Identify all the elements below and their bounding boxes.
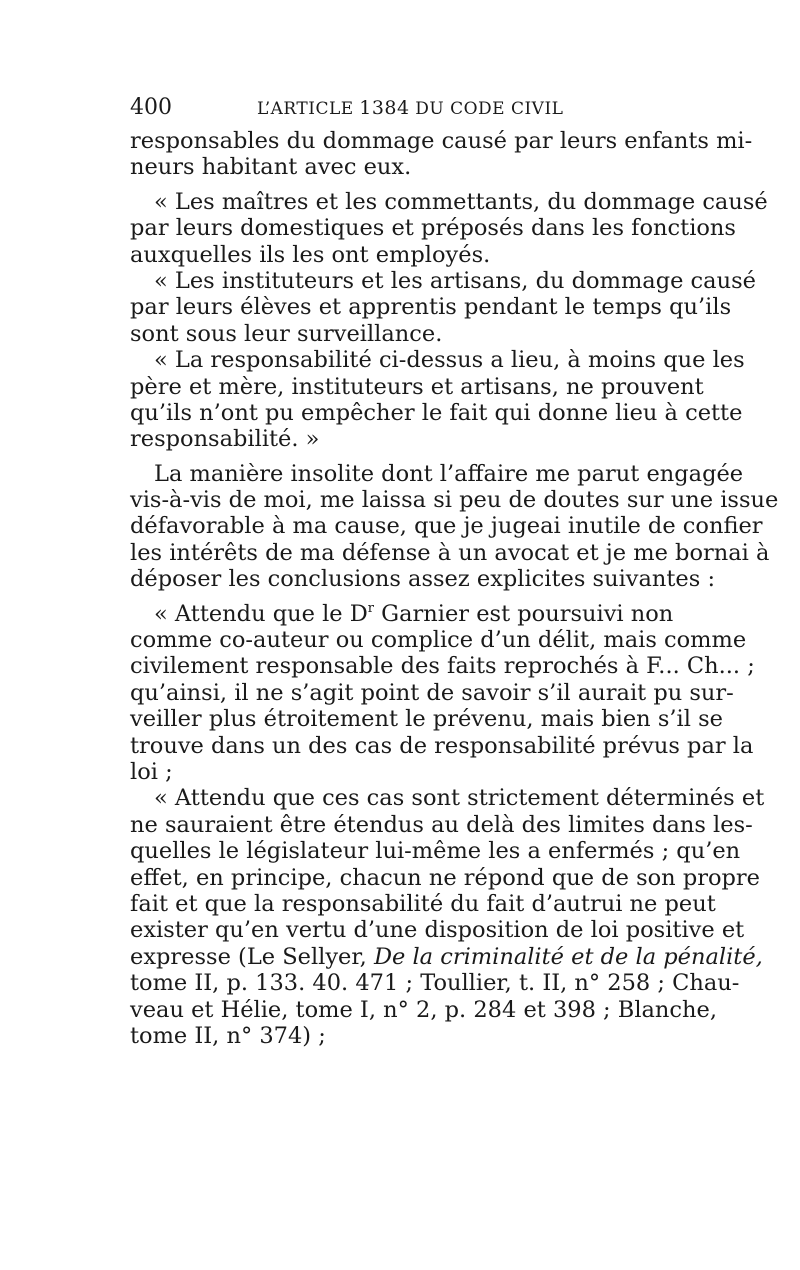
text-line: déposer les conclusions assez explicites suivantes :	[130, 566, 716, 593]
text-line: exister qu’en vertu d’une disposition de loi positive et	[130, 917, 745, 944]
italic-title: De la criminalité et de la pénalité,	[373, 943, 763, 970]
text-line: vis-à-vis de moi, me laissa si peu de doutes sur une issue	[130, 487, 779, 514]
text-line: auxquelles ils les ont employés.	[130, 241, 491, 268]
text-line: « La responsabilité ci-dessus a lieu, à moins que les	[154, 347, 745, 374]
text-line: par leurs élèves et apprentis pendant le temps qu’ils	[130, 294, 732, 321]
text-segment: « Attendu que le D	[154, 600, 368, 627]
text-line: par leurs domestiques et préposés dans les fonctions	[130, 215, 736, 242]
superscript: r	[367, 600, 374, 616]
page-number: 400	[130, 95, 172, 120]
text-line: ne sauraient être étendus au delà des limites dans les-	[130, 811, 753, 838]
body-text	[130, 128, 779, 1049]
text-line: qu’ainsi, il ne s’agit point de savoir s’il aurait pu sur-	[130, 679, 734, 706]
text-line: veau et Hélie, tome I, n° 2, p. 284 et 398 ; Blanche,	[130, 996, 717, 1023]
text-line: tome II, p. 133. 40. 471 ; Toullier, t. II, n° 258 ; Chau-	[130, 970, 740, 997]
text-line: civilement responsable des faits reprochés à F... Ch... ;	[130, 653, 755, 680]
text-line: responsabilité. »	[130, 426, 320, 453]
text-line: effet, en principe, chacun ne répond que de son propre	[130, 864, 760, 891]
running-title-suffix: DU CODE CIVIL	[415, 99, 564, 119]
text-segment: Garnier est poursuivi non	[374, 600, 674, 627]
page-header	[130, 94, 670, 122]
text-line: tome II, n° 374) ;	[130, 1022, 326, 1049]
text-line: père et mère, instituteurs et artisans, ne prouvent	[130, 373, 704, 400]
text-line: neurs habitant avec eux.	[130, 154, 412, 181]
text-line	[130, 600, 674, 627]
text-line: quelles le législateur lui-même les a enfermés ; qu’en	[130, 838, 741, 865]
text-line: veiller plus étroitement le prévenu, mais bien s’il se	[130, 706, 723, 733]
text-line: responsables du dommage causé par leurs enfants mi-	[130, 128, 753, 154]
text-line: La manière insolite dont l’affaire me parut engagée	[154, 460, 744, 487]
text-line: fait et que la responsabilité du fait d’autrui ne peut	[130, 890, 716, 917]
text-line: défavorable à ma cause, que je jugeai inutile de confier	[130, 513, 763, 540]
text-line: les intérêts de ma défense à un avocat et je me bornai à	[130, 539, 770, 566]
text-line: « Les instituteurs et les artisans, du dommage causé	[154, 267, 756, 294]
text-line: loi ;	[130, 758, 173, 785]
running-title-number: 1384	[359, 97, 410, 119]
text-line	[130, 943, 763, 970]
running-title-prefix: L’ARTICLE	[257, 99, 354, 119]
running-title	[257, 97, 563, 120]
text-line: « Attendu que ces cas sont strictement déterminés et	[154, 785, 765, 812]
text-line: sont sous leur surveillance.	[130, 320, 443, 347]
text-line: « Les maîtres et les commettants, du dommage causé	[154, 188, 768, 215]
text-segment: expresse (Le Sellyer,	[130, 943, 374, 970]
text-line: qu’ils n’ont pu empêcher le fait qui donne lieu à cette	[130, 399, 743, 426]
text-line: comme co-auteur ou complice d’un délit, mais comme	[130, 627, 747, 654]
text-line: trouve dans un des cas de responsabilité prévus par la	[130, 732, 754, 759]
